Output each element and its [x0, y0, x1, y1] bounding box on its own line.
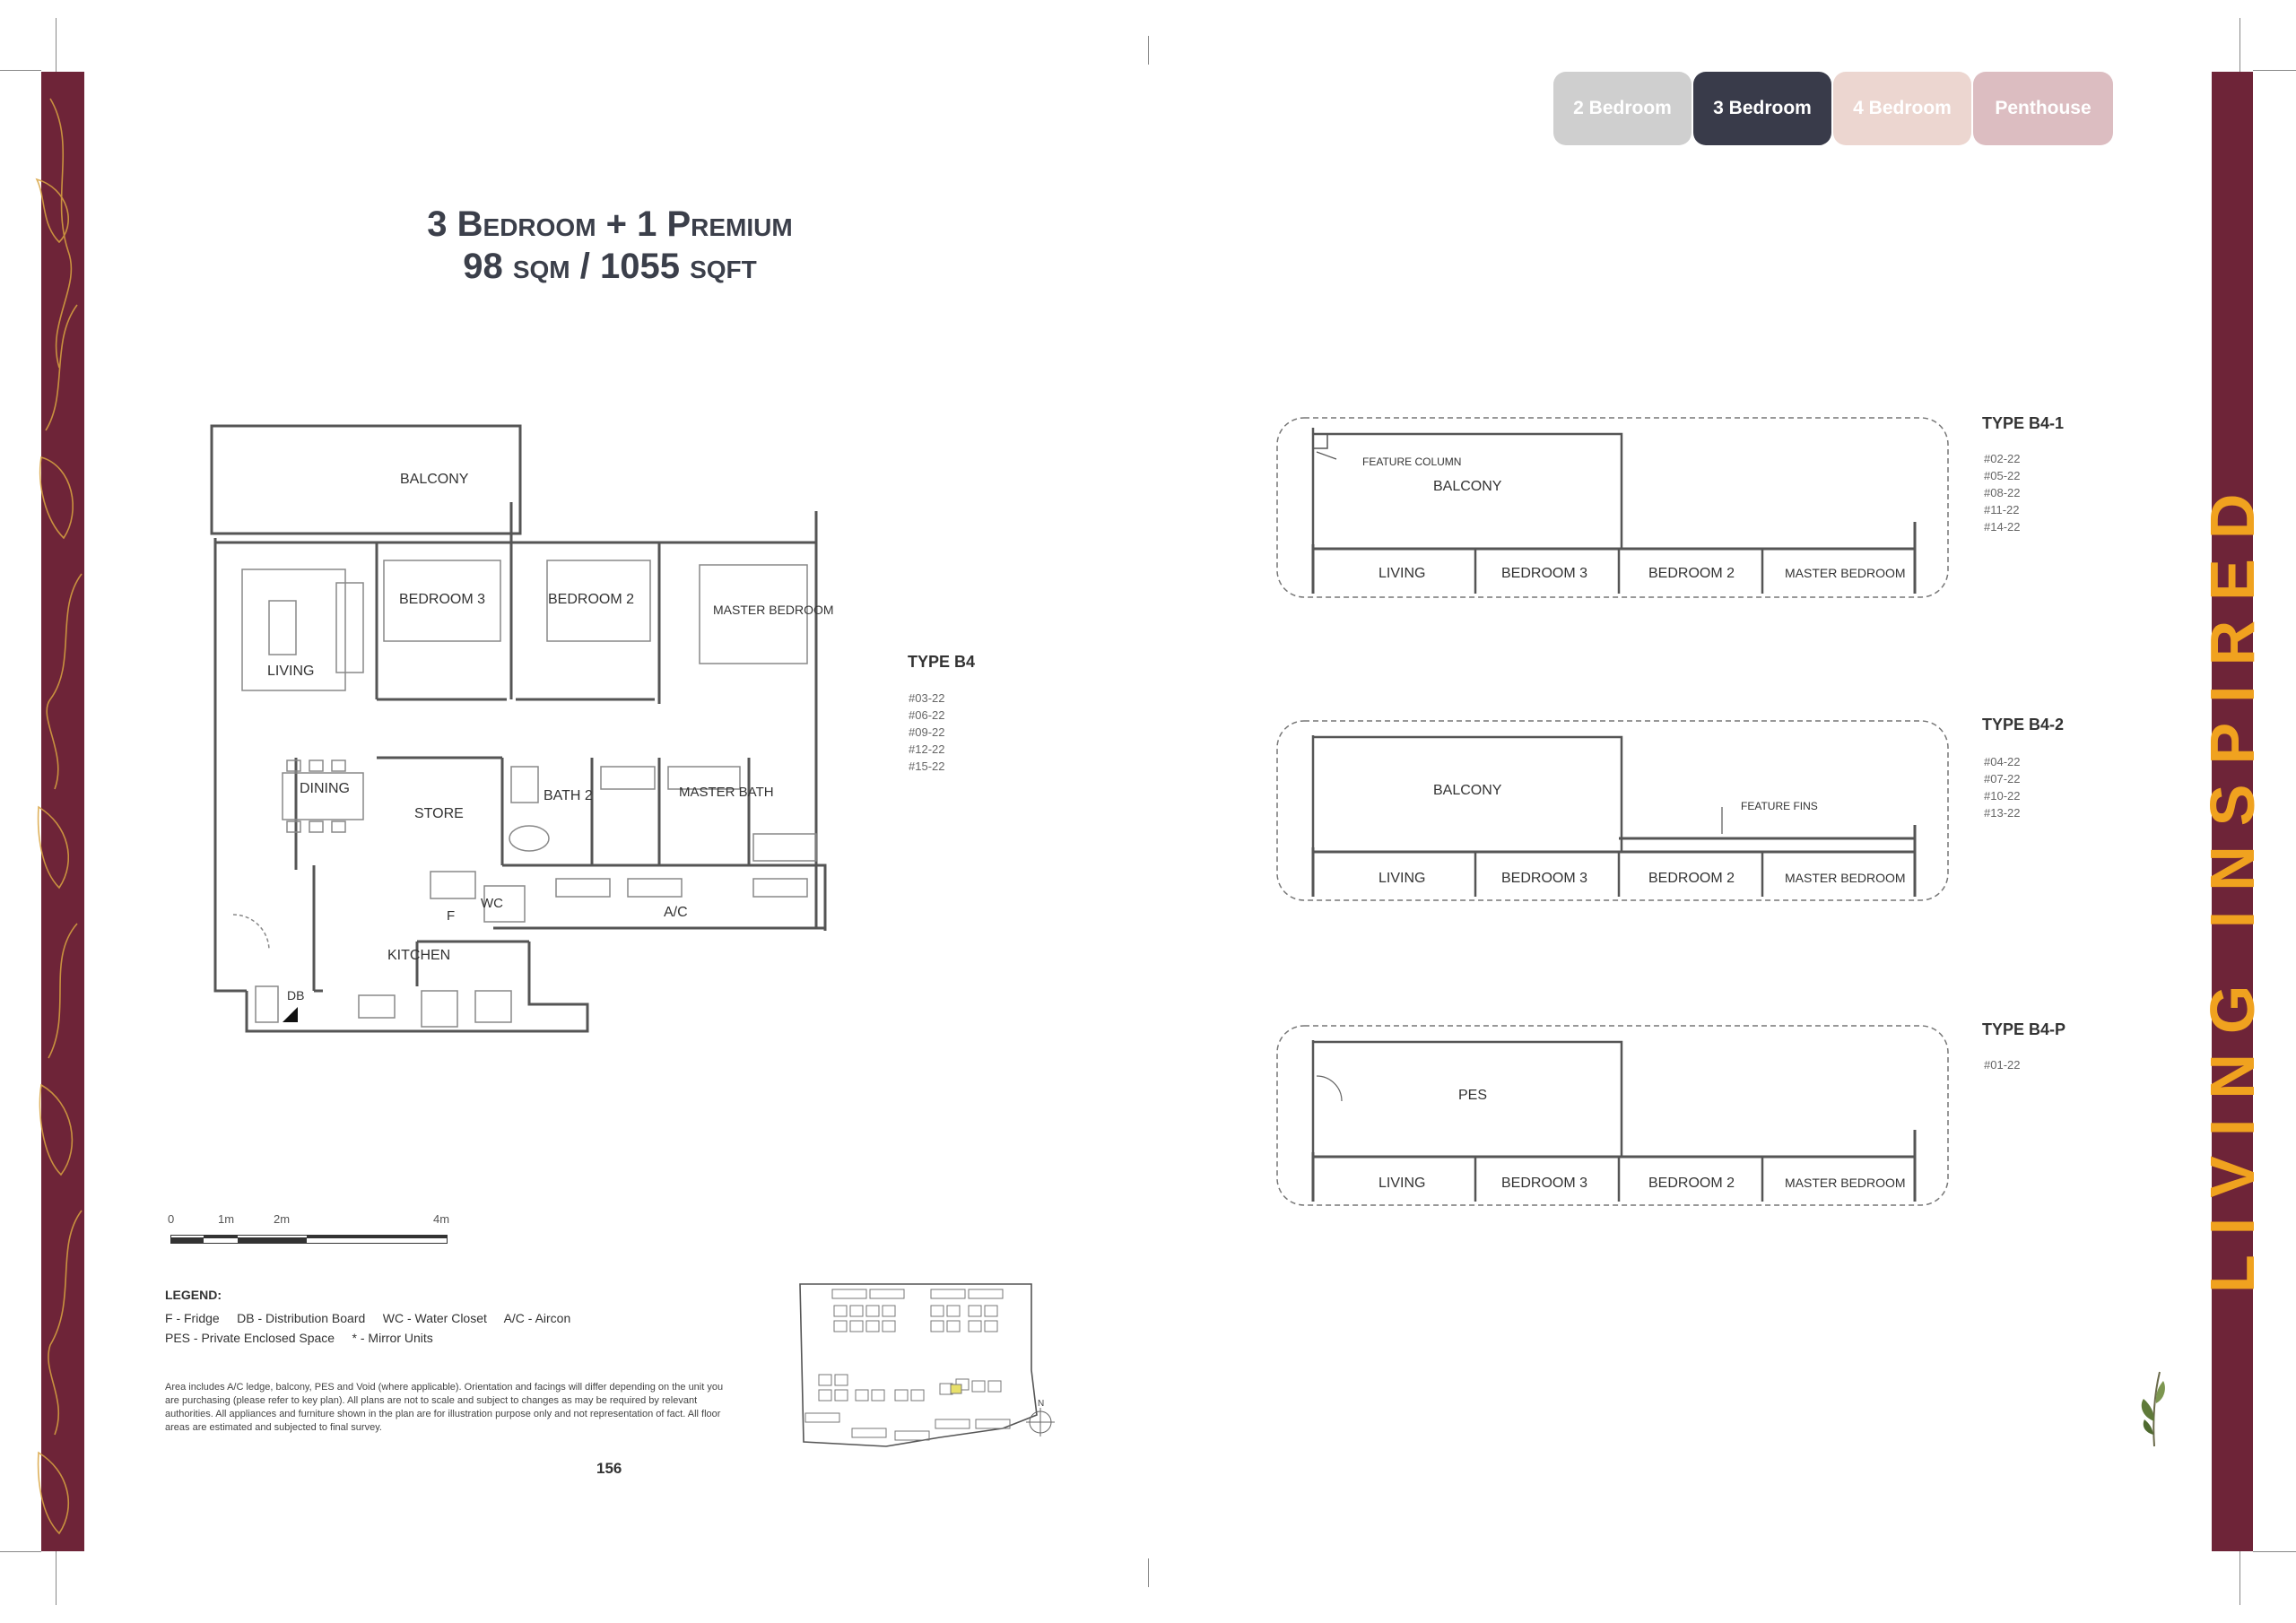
crop-mark: [0, 70, 41, 71]
unit-number: #07-22: [1984, 772, 2021, 785]
room-label-balcony: BALCONY: [400, 472, 469, 487]
variant-top-label: BALCONY: [1433, 479, 1502, 494]
variant-unit-list: [1984, 1056, 2020, 1073]
variant-room-label: BEDROOM 2: [1648, 871, 1735, 886]
main-type-title: TYPE B4: [908, 653, 976, 671]
variant-plan-b4-p: [1274, 1022, 1955, 1211]
tab-4-bedroom[interactable]: 4 Bedroom: [1833, 72, 1971, 145]
variant-plan-b4-1: [1274, 414, 1955, 603]
scale-label-2m: 2m: [274, 1212, 291, 1226]
unit-number: #10-22: [1984, 789, 2021, 803]
variant-plan-b4-2: [1274, 717, 1955, 906]
unit-number: #02-22: [1984, 452, 2021, 465]
room-label-master-bath: MASTER BATH: [679, 785, 774, 800]
scale-label-4m: 4m: [433, 1212, 450, 1226]
legend: [165, 1288, 570, 1345]
room-label-ac: A/C: [664, 905, 688, 920]
crop-mark: [0, 1551, 41, 1552]
variant-type-title: TYPE B4-2: [1982, 716, 2065, 733]
room-label-wc: WC: [481, 896, 503, 911]
variant-room-label: BEDROOM 2: [1648, 1176, 1735, 1191]
unit-number: #01-22: [1984, 1058, 2021, 1072]
main-floor-plan: [197, 412, 834, 1049]
scale-label-0: 0: [168, 1212, 175, 1226]
legend-line-2: PES - Private Enclosed Space * - Mirror Units: [165, 1331, 433, 1345]
variant-room-label: MASTER BEDROOM: [1785, 871, 1906, 885]
room-label-bath-2: BATH 2: [544, 788, 593, 803]
title-line-1: 3 Bedroom + 1 Premium: [427, 204, 793, 244]
unit-number: #05-22: [1984, 469, 2021, 482]
variant-top-label: PES: [1458, 1088, 1488, 1103]
variant-room-label: LIVING: [1378, 871, 1426, 886]
room-label-living: LIVING: [267, 664, 315, 679]
legend-line-1: F - Fridge DB - Distribution Board WC - Water Closet A/C - Aircon: [165, 1311, 571, 1325]
side-text: LIVING INSPIRED: [2197, 473, 2267, 1293]
right-decorative-band: [2197, 72, 2267, 1551]
crop-mark: [2253, 70, 2296, 71]
disclaimer: Area includes A/C ledge, balcony, PES and Void (where applicable). Orientation and facings will differ depending on the unit you are purchasing (please refer to key plan). All plans are not to scale and subject to changes as may be required by relevant authorities. All appliances and furniture shown in the plan are for illustration purpose only and not representation of fact. All floor areas are estimated and subjected to final survey.: [165, 1382, 724, 1433]
variant-type-title: TYPE B4-P: [1982, 1020, 2066, 1038]
crop-mark: [56, 18, 57, 72]
variant-room-label: BEDROOM 3: [1501, 871, 1588, 886]
variant-room-label: LIVING: [1378, 566, 1426, 581]
room-label-master-bedroom: MASTER BEDROOM: [713, 603, 834, 617]
unit-number: #12-22: [909, 742, 945, 756]
variant-annotation: FEATURE FINS: [1741, 800, 1818, 812]
tab-penthouse[interactable]: Penthouse: [1973, 72, 2113, 145]
leaf-pattern-icon: [41, 72, 84, 1551]
main-unit-list: [909, 690, 944, 775]
page-title: [296, 204, 924, 287]
room-label-bedroom-2: BEDROOM 2: [548, 592, 635, 607]
legend-heading: LEGEND:: [165, 1288, 222, 1302]
room-label-dining: DINING: [300, 781, 350, 796]
crop-mark: [2239, 1551, 2240, 1605]
page-number: 156: [596, 1460, 622, 1477]
crop-mark: [1148, 36, 1149, 65]
variant-room-label: LIVING: [1378, 1176, 1426, 1191]
variant-unit-list: [1984, 753, 2020, 821]
scale-bar: [166, 1212, 453, 1248]
unit-number: #03-22: [909, 691, 945, 705]
unit-number: #04-22: [1984, 755, 2021, 768]
variant-type-title: TYPE B4-1: [1982, 414, 2065, 432]
variant-unit-list: [1984, 450, 2020, 535]
plant-sprig-icon: [2135, 1367, 2170, 1448]
crop-mark: [2253, 1551, 2296, 1552]
title-line-2: 98 sqm / 1055 sqft: [463, 247, 757, 286]
tab-2-bedroom[interactable]: 2 Bedroom: [1553, 72, 1692, 145]
room-label-bedroom-3: BEDROOM 3: [399, 592, 486, 607]
variant-room-label: BEDROOM 2: [1648, 566, 1735, 581]
room-label-db: DB: [287, 988, 305, 1002]
room-label-kitchen: KITCHEN: [387, 948, 451, 963]
variant-room-label: BEDROOM 3: [1501, 1176, 1588, 1191]
unit-number: #08-22: [1984, 486, 2021, 499]
room-label-store: STORE: [414, 806, 464, 821]
north-indicator: N: [1038, 1399, 1045, 1409]
variant-room-label: MASTER BEDROOM: [1785, 566, 1906, 580]
scale-label-1m: 1m: [218, 1212, 235, 1226]
unit-number: #15-22: [909, 759, 945, 773]
crop-mark: [56, 1551, 57, 1605]
left-decorative-band: [41, 72, 84, 1551]
tab-3-bedroom[interactable]: 3 Bedroom: [1693, 72, 1831, 145]
key-plan: [796, 1280, 1057, 1455]
unit-number: #11-22: [1984, 503, 2020, 516]
unit-number: #14-22: [1984, 520, 2021, 534]
variant-room-label: BEDROOM 3: [1501, 566, 1588, 581]
crop-mark: [2239, 18, 2240, 72]
unit-number: #09-22: [909, 725, 945, 739]
room-label-fridge: F: [447, 908, 456, 924]
crop-mark: [1148, 1558, 1149, 1587]
unit-number: #06-22: [909, 708, 945, 722]
variant-room-label: MASTER BEDROOM: [1785, 1176, 1906, 1190]
variant-annotation: FEATURE COLUMN: [1362, 456, 1462, 468]
unit-number: #13-22: [1984, 806, 2021, 820]
variant-top-label: BALCONY: [1433, 783, 1502, 798]
